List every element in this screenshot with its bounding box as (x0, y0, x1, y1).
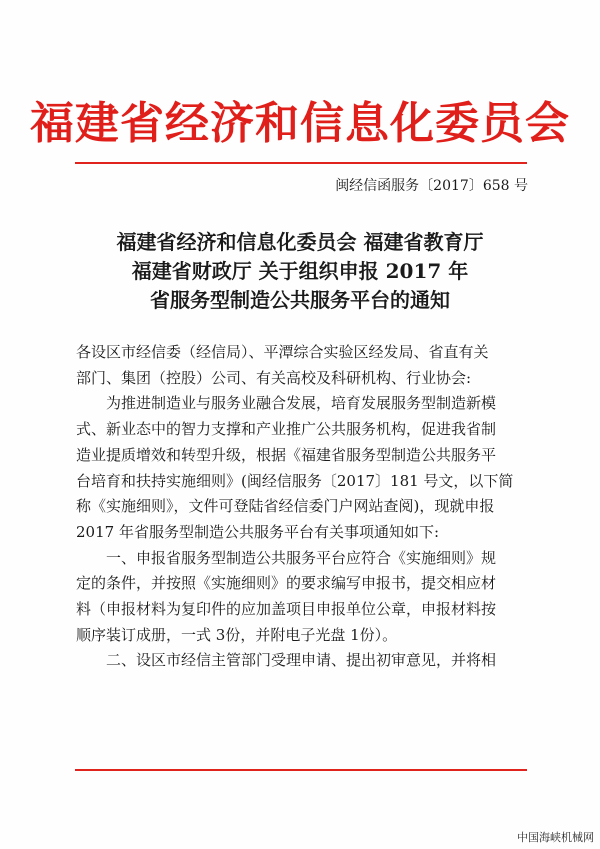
notice-body (76, 340, 528, 674)
title-line: 福建省经济和信息化委员会 福建省教育厅 (116, 230, 484, 254)
document-number: 闽经信函服务〔2017〕658 号 (335, 178, 528, 194)
footer-red-rule (75, 769, 527, 771)
paragraph-item-1 (76, 546, 528, 649)
paragraph-line: 顺序装订成册，一式 3份，并附电子光盘 1份）。 (76, 625, 398, 644)
site-watermark: 中国海峡机械网 (517, 831, 594, 844)
title-line: 福建省财政厅 关于组织申报 2017 年 (131, 259, 469, 283)
issuer-masthead: 福建省经济和信息化委员会 (30, 98, 570, 149)
paragraph-line: 二、设区市经信主管部门受理申请、提出初审意见，并将相 (106, 651, 497, 670)
addressee-line: 各设区市经信委（经信局）、平潭综合实验区经发局、省直有关 (76, 343, 489, 361)
paragraph-line: 2017 年省服务型制造公共服务平台有关事项通知如下: (76, 522, 439, 541)
paragraph-item-2 (76, 648, 528, 674)
paragraph-line: 称《实施细则》，文件可登陆省经信委门户网站查阅)，现就申报 (76, 497, 495, 516)
addressee (76, 340, 528, 391)
paragraph-line: 一、申报省服务型制造公共服务平台应符合《实施细则》规 (106, 548, 497, 567)
paragraph-line: 为推进制造业与服务业融合发展，培育发展服务型制造新模 (106, 394, 497, 413)
paragraph-line: 台培育和扶持实施细则》(闽经信服务〔2017〕181 号文，以下简 (76, 471, 514, 490)
paragraph-line: 料（申报材料为复印件的应加盖项目申报单位公章，申报材料按 (76, 600, 497, 619)
paragraph-line: 式、新业态中的智力支撑和产业推广公共服务机构，促进我省制 (76, 420, 497, 439)
paragraph-intro (76, 391, 528, 545)
addressee-line: 部门、集团（控股）公司、有关高校及科研机构、行业协会: (76, 368, 472, 387)
masthead-red-rule (75, 162, 527, 164)
notice-title (60, 228, 540, 315)
paragraph-line: 定的条件，并按照《实施细则》的要求编写申报书，提交相应材 (76, 574, 497, 593)
paragraph-line: 造业提质增效和转型升级，根据《福建省服务型制造公共服务平 (76, 445, 497, 464)
title-line: 省服务型制造公共服务平台的通知 (150, 288, 450, 312)
